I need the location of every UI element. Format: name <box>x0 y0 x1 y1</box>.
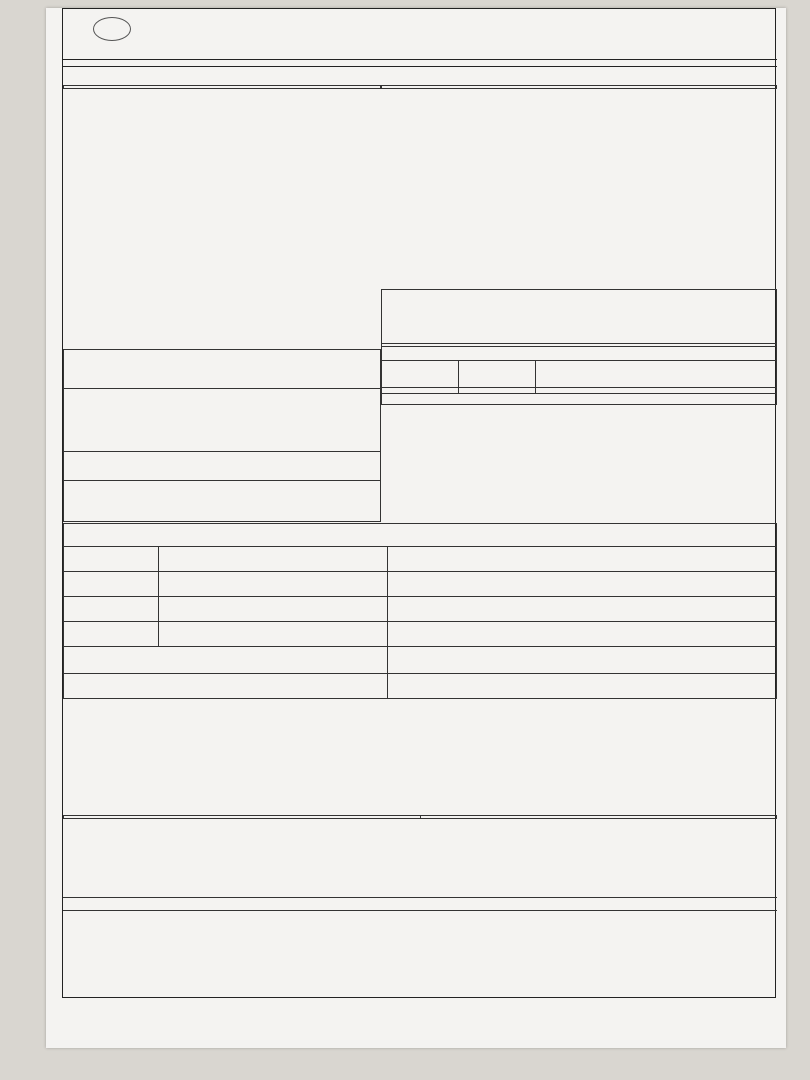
service-health <box>159 572 388 597</box>
service-checkout <box>388 647 777 674</box>
spa-section <box>381 387 777 405</box>
spa-header <box>382 388 777 405</box>
service-empty <box>159 597 388 622</box>
service-watersport <box>159 622 388 647</box>
bars-table <box>381 85 777 89</box>
contacts-section <box>63 815 777 819</box>
phone-header <box>64 816 421 819</box>
wlan-note <box>64 481 381 522</box>
animation-header <box>382 344 777 361</box>
minibar-note <box>381 289 777 347</box>
service-room-service <box>159 547 388 572</box>
service-shops <box>64 674 388 699</box>
dress-code-note <box>64 452 381 481</box>
document-sheet <box>46 8 786 1048</box>
service-disco-drinks <box>388 597 777 622</box>
service-laundry <box>64 622 159 647</box>
service-spa-programs <box>388 547 777 572</box>
service-phone-fax <box>64 572 159 597</box>
document-frame <box>62 8 776 998</box>
footer-line-1 <box>63 898 777 911</box>
service-header <box>64 524 777 547</box>
alacarte-section <box>63 349 381 522</box>
logo-mark-icon <box>93 17 131 41</box>
footer-section <box>63 897 777 1000</box>
page-subtitle <box>63 59 777 67</box>
service-bathrobe <box>64 547 159 572</box>
alacarte-header <box>64 350 381 389</box>
hotel-logo <box>73 17 153 59</box>
service-flowers <box>388 674 777 699</box>
restaurants-header <box>64 86 381 89</box>
service-premium-drinks <box>388 572 777 597</box>
distance-header <box>420 816 777 819</box>
restaurants-table <box>63 85 381 89</box>
service-section <box>63 523 777 699</box>
service-vitamin-bar <box>64 647 388 674</box>
service-room-phone <box>64 597 159 622</box>
alacarte-note <box>64 389 381 452</box>
service-visitors <box>388 622 777 647</box>
bars-header <box>382 86 777 89</box>
minibar-text <box>382 290 777 347</box>
